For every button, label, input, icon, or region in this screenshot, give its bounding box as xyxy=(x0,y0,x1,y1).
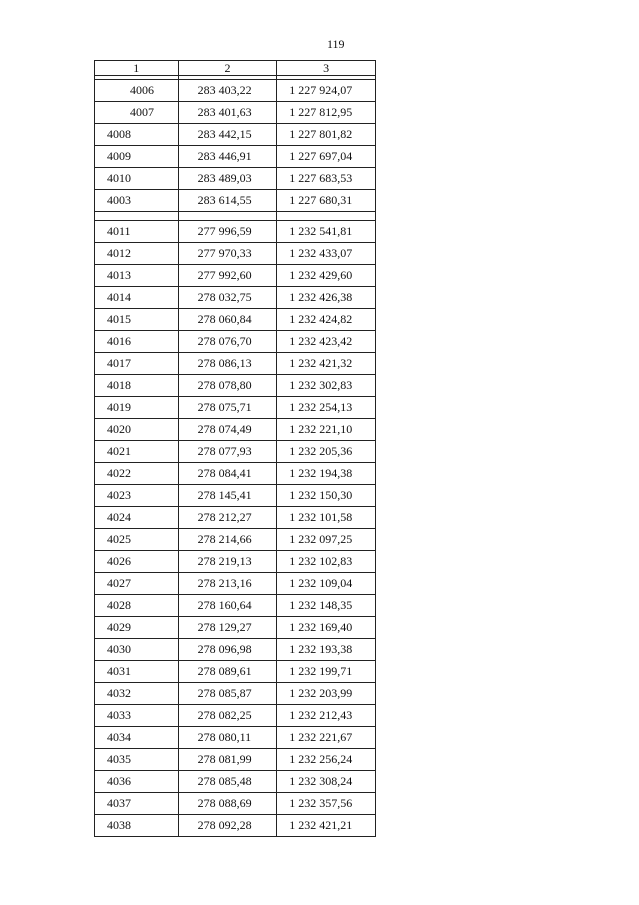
table-row xyxy=(95,551,376,573)
point-number-cell: 4036 xyxy=(95,771,179,793)
y-coordinate-cell: 1 232 212,43 xyxy=(277,705,376,727)
x-coordinate-cell: 278 085,48 xyxy=(178,771,277,793)
y-coordinate-cell: 1 232 421,32 xyxy=(277,353,376,375)
y-coordinate-cell: 1 232 254,13 xyxy=(277,397,376,419)
y-coordinate-cell: 1 227 924,07 xyxy=(277,80,376,102)
table-row xyxy=(95,749,376,771)
table-row xyxy=(95,815,376,837)
y-coordinate-cell: 1 227 680,31 xyxy=(277,190,376,212)
x-coordinate-cell: 283 614,55 xyxy=(178,190,277,212)
y-coordinate-cell: 1 232 193,38 xyxy=(277,639,376,661)
x-coordinate-cell: 283 442,15 xyxy=(178,124,277,146)
x-coordinate-cell: 278 088,69 xyxy=(178,793,277,815)
x-coordinate-cell: 278 032,75 xyxy=(178,287,277,309)
point-number-cell: 4003 xyxy=(95,190,179,212)
table-row xyxy=(95,441,376,463)
point-number-cell: 4018 xyxy=(95,375,179,397)
table-row xyxy=(95,102,376,124)
x-coordinate-cell: 278 213,16 xyxy=(178,573,277,595)
y-coordinate-cell: 1 232 194,38 xyxy=(277,463,376,485)
point-number-cell: 4031 xyxy=(95,661,179,683)
point-number-cell: 4038 xyxy=(95,815,179,837)
x-coordinate-cell: 278 096,98 xyxy=(178,639,277,661)
table-row xyxy=(95,80,376,102)
table-row xyxy=(95,309,376,331)
point-number-cell: 4021 xyxy=(95,441,179,463)
y-coordinate-cell: 1 232 424,82 xyxy=(277,309,376,331)
x-coordinate-cell: 278 145,41 xyxy=(178,485,277,507)
y-coordinate-cell: 1 232 426,38 xyxy=(277,287,376,309)
y-coordinate-cell: 1 227 801,82 xyxy=(277,124,376,146)
y-coordinate-cell: 1 232 205,36 xyxy=(277,441,376,463)
table-row xyxy=(95,265,376,287)
y-coordinate-cell: 1 232 150,30 xyxy=(277,485,376,507)
separator-cell xyxy=(178,212,277,221)
x-coordinate-cell: 278 212,27 xyxy=(178,507,277,529)
table-row xyxy=(95,463,376,485)
point-number-cell: 4022 xyxy=(95,463,179,485)
y-coordinate-cell: 1 232 308,24 xyxy=(277,771,376,793)
x-coordinate-cell: 278 082,25 xyxy=(178,705,277,727)
table-row xyxy=(95,168,376,190)
x-coordinate-cell: 278 086,13 xyxy=(178,353,277,375)
point-number-cell: 4029 xyxy=(95,617,179,639)
table-row xyxy=(95,705,376,727)
x-coordinate-cell: 283 446,91 xyxy=(178,146,277,168)
y-coordinate-cell: 1 232 433,07 xyxy=(277,243,376,265)
y-coordinate-cell: 1 232 256,24 xyxy=(277,749,376,771)
table-row xyxy=(95,617,376,639)
point-number-cell: 4020 xyxy=(95,419,179,441)
y-coordinate-cell: 1 232 102,83 xyxy=(277,551,376,573)
table-row xyxy=(95,124,376,146)
table-row xyxy=(95,661,376,683)
y-coordinate-cell: 1 232 169,40 xyxy=(277,617,376,639)
y-coordinate-cell: 1 232 148,35 xyxy=(277,595,376,617)
x-coordinate-cell: 278 219,13 xyxy=(178,551,277,573)
point-number-cell: 4023 xyxy=(95,485,179,507)
point-number-cell: 4024 xyxy=(95,507,179,529)
x-coordinate-cell: 278 084,41 xyxy=(178,463,277,485)
y-coordinate-cell: 1 232 101,58 xyxy=(277,507,376,529)
point-number-cell: 4008 xyxy=(95,124,179,146)
y-coordinate-cell: 1 232 097,25 xyxy=(277,529,376,551)
point-number-cell: 4015 xyxy=(95,309,179,331)
table-row xyxy=(95,639,376,661)
point-number-cell: 4011 xyxy=(95,221,179,243)
y-coordinate-cell: 1 232 221,67 xyxy=(277,727,376,749)
table-row xyxy=(95,485,376,507)
point-number-cell: 4028 xyxy=(95,595,179,617)
x-coordinate-cell: 278 085,87 xyxy=(178,683,277,705)
y-coordinate-cell: 1 227 697,04 xyxy=(277,146,376,168)
y-coordinate-cell: 1 232 421,21 xyxy=(277,815,376,837)
x-coordinate-cell: 277 970,33 xyxy=(178,243,277,265)
x-coordinate-cell: 278 075,71 xyxy=(178,397,277,419)
y-coordinate-cell: 1 232 429,60 xyxy=(277,265,376,287)
coordinates-table xyxy=(94,60,376,837)
point-number-cell: 4035 xyxy=(95,749,179,771)
point-number-cell: 4032 xyxy=(95,683,179,705)
table-row xyxy=(95,375,376,397)
separator-cell xyxy=(95,212,179,221)
y-coordinate-cell: 1 227 683,53 xyxy=(277,168,376,190)
table-row xyxy=(95,573,376,595)
table-row xyxy=(95,793,376,815)
y-coordinate-cell: 1 232 221,10 xyxy=(277,419,376,441)
table-row xyxy=(95,331,376,353)
table-row xyxy=(95,146,376,168)
table-row xyxy=(95,595,376,617)
x-coordinate-cell: 277 992,60 xyxy=(178,265,277,287)
point-number-cell: 4030 xyxy=(95,639,179,661)
column-header-3: 3 xyxy=(277,61,376,76)
x-coordinate-cell: 283 403,22 xyxy=(178,80,277,102)
point-number-cell: 4037 xyxy=(95,793,179,815)
point-number-cell: 4025 xyxy=(95,529,179,551)
table-row xyxy=(95,683,376,705)
table-row xyxy=(95,287,376,309)
y-coordinate-cell: 1 232 541,81 xyxy=(277,221,376,243)
table-row xyxy=(95,397,376,419)
x-coordinate-cell: 278 214,66 xyxy=(178,529,277,551)
column-header-1: 1 xyxy=(95,61,179,76)
table-row xyxy=(95,353,376,375)
x-coordinate-cell: 278 080,11 xyxy=(178,727,277,749)
point-number-cell: 4019 xyxy=(95,397,179,419)
point-number-cell: 4026 xyxy=(95,551,179,573)
x-coordinate-cell: 278 078,80 xyxy=(178,375,277,397)
separator-cell xyxy=(277,212,376,221)
x-coordinate-cell: 278 160,64 xyxy=(178,595,277,617)
column-header-2: 2 xyxy=(178,61,277,76)
point-number-cell: 4009 xyxy=(95,146,179,168)
x-coordinate-cell: 283 401,63 xyxy=(178,102,277,124)
x-coordinate-cell: 278 129,27 xyxy=(178,617,277,639)
y-coordinate-cell: 1 232 302,83 xyxy=(277,375,376,397)
table-row xyxy=(95,771,376,793)
point-number-cell: 4010 xyxy=(95,168,179,190)
x-coordinate-cell: 278 076,70 xyxy=(178,331,277,353)
x-coordinate-cell: 278 092,28 xyxy=(178,815,277,837)
x-coordinate-cell: 278 081,99 xyxy=(178,749,277,771)
table-row xyxy=(95,419,376,441)
point-number-cell: 4006 xyxy=(95,80,179,102)
point-number-cell: 4016 xyxy=(95,331,179,353)
point-number-cell: 4034 xyxy=(95,727,179,749)
page-number: 119 xyxy=(327,37,345,51)
x-coordinate-cell: 278 089,61 xyxy=(178,661,277,683)
y-coordinate-cell: 1 232 199,71 xyxy=(277,661,376,683)
point-number-cell: 4017 xyxy=(95,353,179,375)
y-coordinate-cell: 1 232 203,99 xyxy=(277,683,376,705)
table-row xyxy=(95,507,376,529)
x-coordinate-cell: 278 060,84 xyxy=(178,309,277,331)
x-coordinate-cell: 278 077,93 xyxy=(178,441,277,463)
table-row xyxy=(95,243,376,265)
table-header-row xyxy=(95,61,376,76)
table-row xyxy=(95,221,376,243)
x-coordinate-cell: 277 996,59 xyxy=(178,221,277,243)
y-coordinate-cell: 1 227 812,95 xyxy=(277,102,376,124)
group-separator-row xyxy=(95,212,376,221)
point-number-cell: 4014 xyxy=(95,287,179,309)
y-coordinate-cell: 1 232 423,42 xyxy=(277,331,376,353)
point-number-cell: 4033 xyxy=(95,705,179,727)
x-coordinate-cell: 278 074,49 xyxy=(178,419,277,441)
x-coordinate-cell: 283 489,03 xyxy=(178,168,277,190)
table-row xyxy=(95,190,376,212)
table-row xyxy=(95,529,376,551)
point-number-cell: 4013 xyxy=(95,265,179,287)
y-coordinate-cell: 1 232 357,56 xyxy=(277,793,376,815)
point-number-cell: 4012 xyxy=(95,243,179,265)
point-number-cell: 4027 xyxy=(95,573,179,595)
y-coordinate-cell: 1 232 109,04 xyxy=(277,573,376,595)
point-number-cell: 4007 xyxy=(95,102,179,124)
table-row xyxy=(95,727,376,749)
